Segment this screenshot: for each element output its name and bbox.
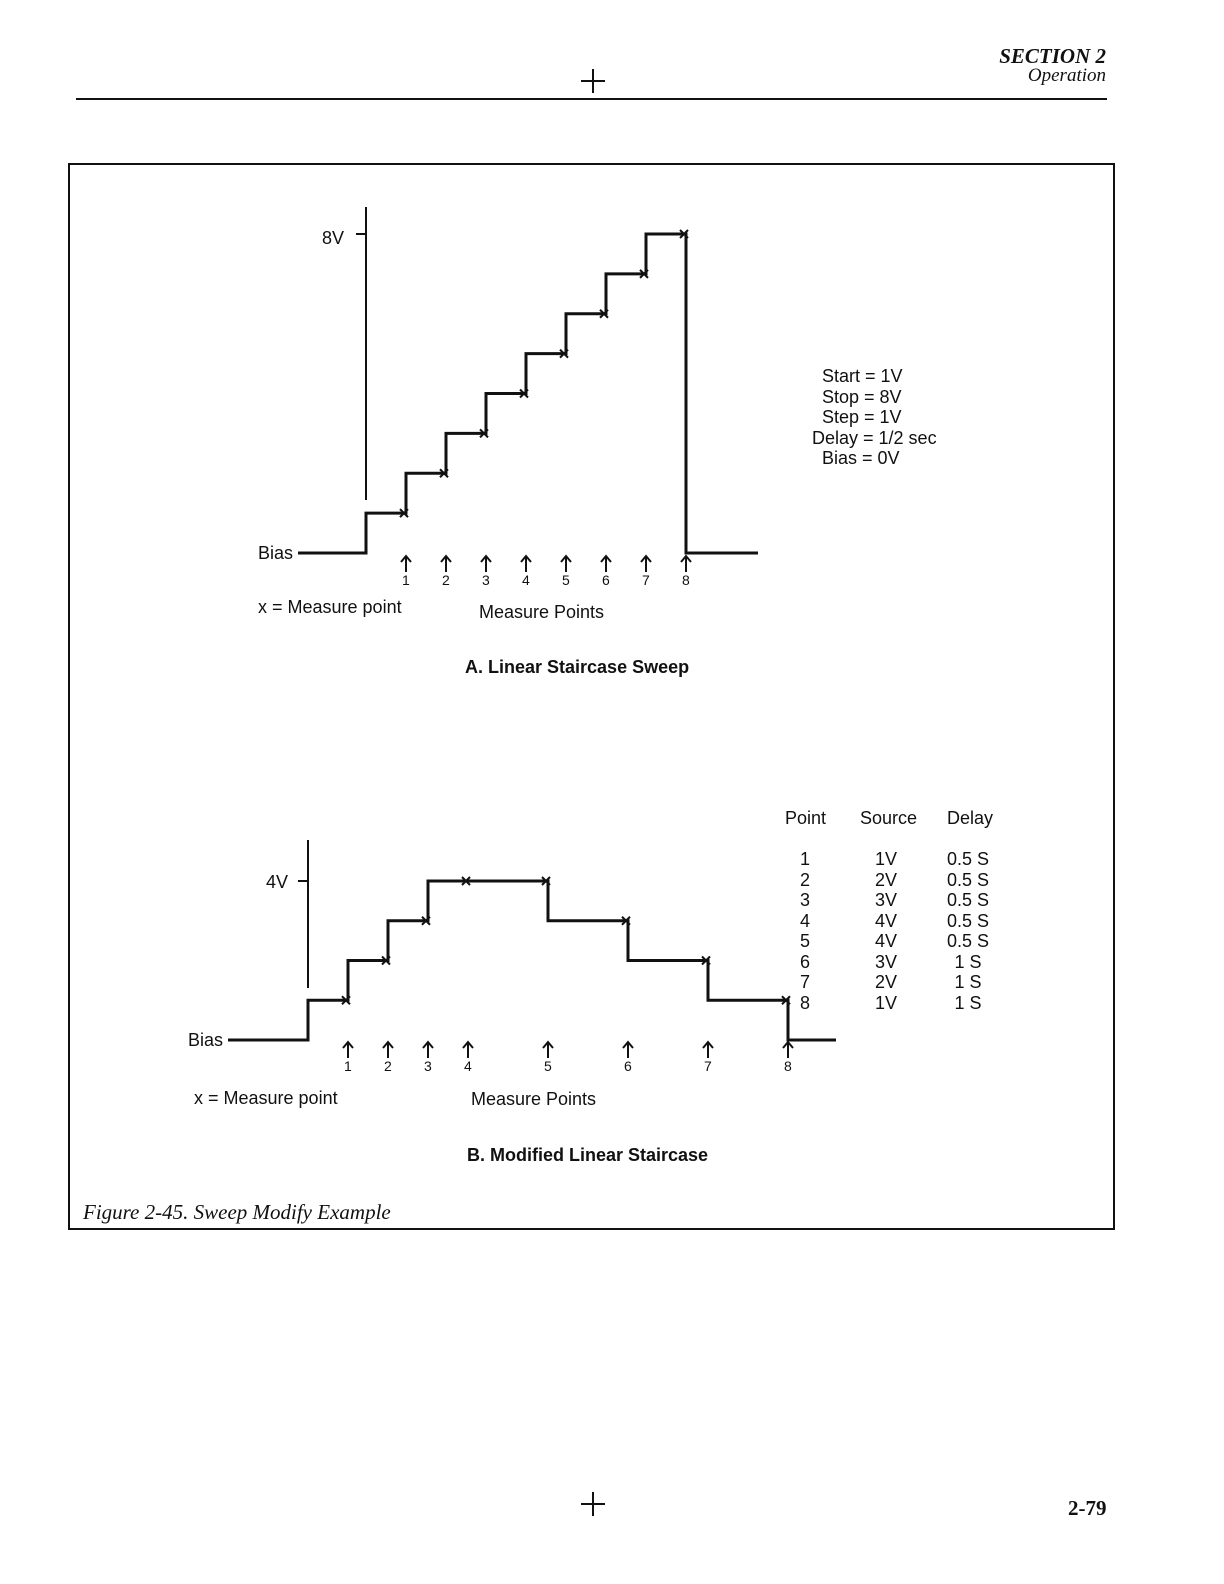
chart-a-point-label: 8 (682, 572, 690, 588)
table-header: Point (785, 808, 827, 828)
chart-b-point-label: 1 (344, 1058, 352, 1074)
chart-b-point-label: 5 (544, 1058, 552, 1074)
table-cell: 0.5 S (946, 931, 990, 951)
chart-a-point-label: 6 (602, 572, 610, 588)
table-cell: 4V (874, 910, 898, 931)
section-heading: SECTION 2 (999, 44, 1106, 68)
chart-b-measure-arrow (543, 1042, 553, 1058)
chart-a-ymax-label: 8V (322, 228, 345, 248)
table-cell: 4 (799, 910, 811, 931)
chart-b-measure-arrow (383, 1042, 393, 1058)
chart-a-measure-arrow (481, 556, 491, 572)
chart-b-point-label: 2 (384, 1058, 392, 1074)
table-cell: 2 (799, 869, 811, 890)
chart-b-point-label: 8 (784, 1058, 792, 1074)
table-cell: 0.5 S (946, 890, 990, 910)
chart-b-measure-arrow (343, 1042, 353, 1058)
table-cell: 2V (874, 972, 898, 992)
chart-a-legend: x = Measure point (258, 597, 402, 617)
chart-a-xlabel: Measure Points (479, 602, 605, 622)
chart-b-xlabel: Measure Points (471, 1089, 597, 1109)
chart-a-bias-label: Bias (258, 543, 294, 563)
chart-a-point-label: 5 (562, 572, 570, 588)
table-cell: 3 (799, 890, 811, 910)
table-cell: 7 (799, 972, 811, 992)
table-cell: 1 S (954, 992, 982, 1013)
chart-b-waveform (228, 881, 836, 1040)
chart-a-title: A. Linear Staircase Sweep (465, 657, 690, 677)
chart-b-title: B. Modified Linear Staircase (467, 1145, 709, 1165)
registration-mark-bottom (581, 1492, 605, 1516)
chart-a-param: Stop = 8V (822, 386, 902, 407)
chart-b-point-label: 3 (424, 1058, 432, 1074)
table-cell: 2V (874, 869, 898, 890)
chart-b-measure-arrow (703, 1042, 713, 1058)
table-cell: 1 S (954, 951, 982, 972)
chart-b-point-label: 6 (624, 1058, 632, 1074)
table-cell: 1 (799, 849, 811, 869)
chart-a-point-label: 7 (642, 572, 650, 588)
table-cell: 0.5 S (946, 849, 990, 869)
table-header: Source (860, 808, 918, 828)
chart-a-measure-arrow (561, 556, 571, 572)
chart-b-ymax-label: 4V (266, 872, 289, 892)
chart-a-measure-arrow (441, 556, 451, 572)
table-cell: 4V (874, 931, 898, 951)
chart-a-param: Bias = 0V (822, 448, 900, 468)
chart-a-point-label: 4 (522, 572, 530, 588)
chart-b-measure-arrow (623, 1042, 633, 1058)
table-cell: 8 (799, 992, 811, 1013)
chart-a-measure-arrow (641, 556, 651, 572)
chart-b-point-label: 7 (704, 1058, 712, 1074)
chart-b-bias-label: Bias (188, 1030, 224, 1050)
table-cell: 3V (874, 890, 898, 910)
chart-a-measure-arrow (601, 556, 611, 572)
chart-a-measure-arrow (401, 556, 411, 572)
table-cell: 1 S (954, 972, 982, 992)
figure-caption: Figure 2-45. Sweep Modify Example (83, 1200, 391, 1224)
chart-a-param: Start = 1V (822, 366, 903, 386)
chart-a-point-label: 3 (482, 572, 490, 588)
chart-b-legend: x = Measure point (194, 1088, 338, 1108)
table-cell: 3V (874, 951, 898, 972)
chart-a-param: Delay = 1/2 sec (812, 427, 937, 448)
chart-b-measure-arrow (463, 1042, 473, 1058)
chart-b-measure-arrow (423, 1042, 433, 1058)
table-cell: 5 (799, 931, 811, 951)
table-cell: 1V (874, 849, 898, 869)
chart-b-point-label: 4 (464, 1058, 472, 1074)
chart-a-point-label: 1 (402, 572, 410, 588)
chart-a-measure-arrow (521, 556, 531, 572)
table-header: Delay (947, 808, 994, 828)
table-cell: 0.5 S (946, 869, 990, 890)
page-number: 2-79 (1068, 1496, 1107, 1520)
chart-b-measure-arrow (783, 1042, 793, 1058)
chart-a-param: Step = 1V (822, 407, 902, 427)
section-subheading: Operation (1027, 65, 1106, 86)
table-cell: 6 (799, 951, 811, 972)
chart-a-measure-arrow (681, 556, 691, 572)
table-cell: 1V (874, 992, 898, 1013)
table-cell: 0.5 S (946, 910, 990, 931)
chart-a-point-label: 2 (442, 572, 450, 588)
